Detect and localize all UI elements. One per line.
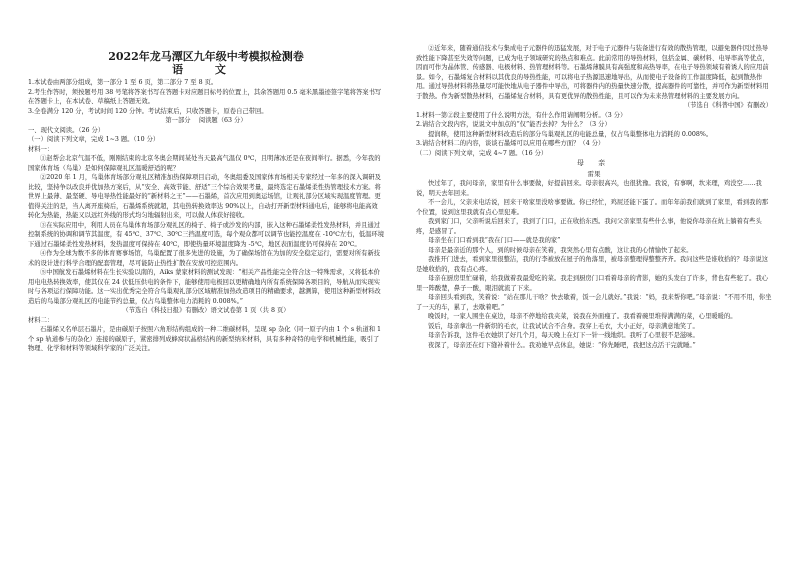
paragraph: ①赵帮会北京气温不低，刚刚结束的北京冬奥会期间某处当天最高气温仅 0℃，且明薄冰还是在夜间举行。据悉，今年我的国家体育场（鸟巢）是如何保障观礼区温暖舒适的呢？ bbox=[28, 155, 381, 172]
story-paragraph: 母亲在厨房里忙碌着，给我做着我最爱吃的菜。我走到厨房门口看着母亲的背影，她的头发白了许多，背也有些驼了。我心里一阵酸楚，鼻子一酸，眼泪就流了下来。 bbox=[416, 275, 769, 292]
question: 1.材料一第②段主要使用了什么说明方法，有什么作用请阐明分析。（3 分） bbox=[416, 111, 627, 119]
story-paragraph: 晚饭时，一家人围坐在桌边，母亲不停地给我夹菜，说我在外面瘦了。我看着碗里堆得满满的菜，心里暖暖的。 bbox=[428, 313, 737, 320]
question: 3.请结合材料二的内容，谈谈石墨烯可以应用在哪些方面？（4 分） bbox=[416, 140, 605, 147]
section-heading: 一、现代文阅读。（26 分） bbox=[28, 126, 105, 134]
part-heading: 第一部分 阅读题（63 分） bbox=[165, 117, 247, 124]
story-paragraph: 快过年了，我问母亲，家里有什么事要做，好提前回来。母亲很高兴，也很犹豫。我说，有事啊，坎来理，鸡没空……我说，明天去年回来。 bbox=[416, 180, 762, 197]
right-column bbox=[416, 44, 772, 552]
story-author: 雷果 bbox=[587, 170, 601, 178]
subsection-heading: （一）阅读下列文章，完成 1~3 题。（10 分） bbox=[28, 136, 160, 143]
story-title: 母 亲 bbox=[576, 159, 612, 167]
story-paragraph: 饭后，母亲拿出一件新织的毛衣，让我试试合不合身。我穿上毛衣，大小正好，母亲满意地笑了。 bbox=[428, 322, 699, 330]
exam-subject: 语 文 bbox=[172, 63, 240, 76]
paragraph: ④作为全球为数不多的体育赛事场馆，鸟巢配置了很多先进的设施，为了确保场馆在为加的安全稳定运行，需要对所有新技术的设计进行科学合理的配套管理，尽可能防止热性扩散在安放可控范围内。 bbox=[28, 250, 381, 267]
paragraph: ②2020 年 1 月，鸟巢体育场部分观礼区精准加热保障项目启动，冬奥组委及国家体育场相关专家经过一年多的深入调研及比较，坚持争以改良并优加热方案后，从“安全、高效节能、舒适”三个综合效果考量，最终选定石墨烯柔性热管理技术方案。将世界上最薄、最坚硬、导电导热性能最好的“新材料之王”——石墨烯，首次应用到奥运场馆，让观礼部分区域实现温度管理。更值得关注的是，当人离开座椅后，石墨烯系统就超，其电热转换效率达 90%以上，自动打开新型材料通电后，能够将电能高效转化为热能，热能又以远红外线的形式均匀地辐射出来，可以做人体获好接收。 bbox=[28, 174, 381, 219]
story-paragraph: 夜深了，母亲还在灯下缝补着什么。我劝她早点休息，她说：“你先睡吧，我把这点活干完就睡。” bbox=[428, 341, 696, 349]
exam-title: 2022年龙马潭区九年级中考模拟检测卷 bbox=[108, 50, 304, 63]
paragraph: ②近年来，随着通信技术与集成电子元器件的迅猛发展，对于电子元器件与装备进行有效的散热管理，以避免器件因过热导致性能下降甚至失效等问题，已成为电子领域研究的热点和难点。此前常用的导热材料，包括金属、碳材料、电导率高等优点，因而可作为晶体管、传感器、电极材料、热管理材料等。石墨烯薄膜具有高强度和高热导率，在电子导热领域有着诱人的应用前景。如今，石墨烯复合材料以其优良的导热性能，可以将电子热源迅速地导出，从而使电子设备的工作温度降低，起到散热作用。通过导热材料将热量尽可能快地从电子器件中导出，可将器件内的热量快速分散，提高器件的可靠性，并可作为新型材料用于散热。作为新型散热材料，石墨烯复合材料，具有更优异的散热性能，且可以作为未来热管理材料的主要发展方向。 bbox=[416, 45, 769, 100]
subsection-heading: （二）阅读下列文章，完成 4~7 题。（16 分） bbox=[416, 149, 548, 157]
story-paragraph: 不一会儿，父亲来电话说，回来干啥家里没啥事要做。你已经忙，鸡屁还能下蛋了。而年年前我们就到了家里，看到我的那个位置，说到这里我就有点心里犯难。 bbox=[416, 199, 769, 216]
story-paragraph: 母亲是最亲近的那个人，到的时候母亲在笑着，我突然心里有点酸，这让我的心情愉快了起来。 bbox=[428, 246, 693, 254]
story-paragraph: 母亲坐在门口看到我“我在门口——就是我的家” bbox=[428, 237, 561, 244]
left-column bbox=[28, 50, 384, 552]
story-paragraph: 我推开门进去，看到家里很整洁，我的行李被放在屋子的角落里，被母亲整理得整整齐齐。我问这些是谁收拾的？母亲说这是她收拾的，我有点心疼。 bbox=[416, 256, 769, 273]
source-note: （节选自《科普中国》有删改） bbox=[683, 102, 772, 109]
paragraph: 石墨烯又名单层石墨片，是由碳原子按照六角形结构组成的一种二维碳材料，呈现 sp 杂化（同一原子内由 1 个 s 轨道和 1 个 sp 轨道参与的杂化）连接的碳原子，紧密排列成蜂窝状晶格结构的新型纳米材料，具有多种奇特的电学和机械性能，吸引了物理、化学和材料等领域科学家的广泛关注。 bbox=[28, 326, 382, 352]
instruction-2: 2.考生作答时，须按题号用 38 号笔将答案书写在答题卡对应题目标号的位置上，其余答题用 0.5 毫米黑墨迹签字笔将答案书写在答题卡上，在本试卷、草稿纸上答题无效。 bbox=[28, 88, 382, 105]
material-label: 材料二： bbox=[28, 316, 54, 324]
paragraph: ⑤中国航发石墨烯材料在生长实验以南的，Aiks 蒙家材料的测试发现：“相关产品性能完全符合这一特殊需求，又将低本价用电电热转换效率，使其仅在 24 伏低压供电的条件下，能够使用电极回以更精确地内所有系统保障各项目的，导航从而实现实时与各项运行保障功能。这一实出优秀完全符合鸟巢观礼部分区域精准加热改造项目的精确要求，越测算，使用这种新型材料改造后的鸟巢部分观礼区的电能节约总量，仅占鸟巢整体电力消耗的 0.008%。” bbox=[28, 269, 381, 305]
page-footer: （节选自《科技日报》有删改）语文试卷第 1 页（共 8 页） bbox=[122, 307, 290, 314]
story-paragraph: 母亲告诉我，这件毛衣她织了好几个月，每天晚上在灯下一针一线地织。我听了心里很不是滋味。 bbox=[428, 332, 699, 339]
question: 2.请结合文段内容，说说文中加点的“仅”能否去掉？为什么？（3 分） bbox=[416, 121, 611, 128]
question-quote: 提润释，使用这种新型材料改造后的部分鸟巢观礼区的电能总量，仅占鸟巢整体电力消耗的 0.008%。 bbox=[428, 130, 713, 138]
material-label: 材料一： bbox=[28, 145, 54, 153]
paragraph: ③在实际应用中，利用人员在鸟巢体育场部分观礼区的椅子、椅子或沙发的内部，嵌入这种石墨烯柔性发热材料，并且通过控制系统的协调和调节其温度，有 45℃、37℃、30℃三挡温度可选，每个观众都可以调节也能控温度在 -10℃左右，低温环境下通过石墨烯柔性发热材料，发热温度可保持在 40℃，即使热量环境温度降为 -5℃，地区表面温度仍可保持在 20℃。 bbox=[28, 221, 384, 248]
story-paragraph: 母亲回头看到我，笑着说：“站在那儿干啥？快去歇着，饭一会儿就好。”我说：“妈，我来帮你吧。”母亲说：“不用不用，你坐了一天的车，累了，去歇着吧。” bbox=[416, 294, 772, 311]
instruction-1: 1.本试卷由两部分组成，第一部分 1 至 6 页，第二部分 7 至 8 页。 bbox=[28, 79, 218, 86]
story-paragraph: 我到家门口，父亲听说后回来了，我到了门口，正在收拾东西。我问父亲家里有些什么事，他说你母亲在炕上躺着有些头疼，是感冒了。 bbox=[416, 218, 762, 235]
instruction-3: 3.全卷满分 120 分，考试时间 120 分钟。考试结束后，只收答题卡，原卷自己带回。 bbox=[28, 107, 268, 115]
